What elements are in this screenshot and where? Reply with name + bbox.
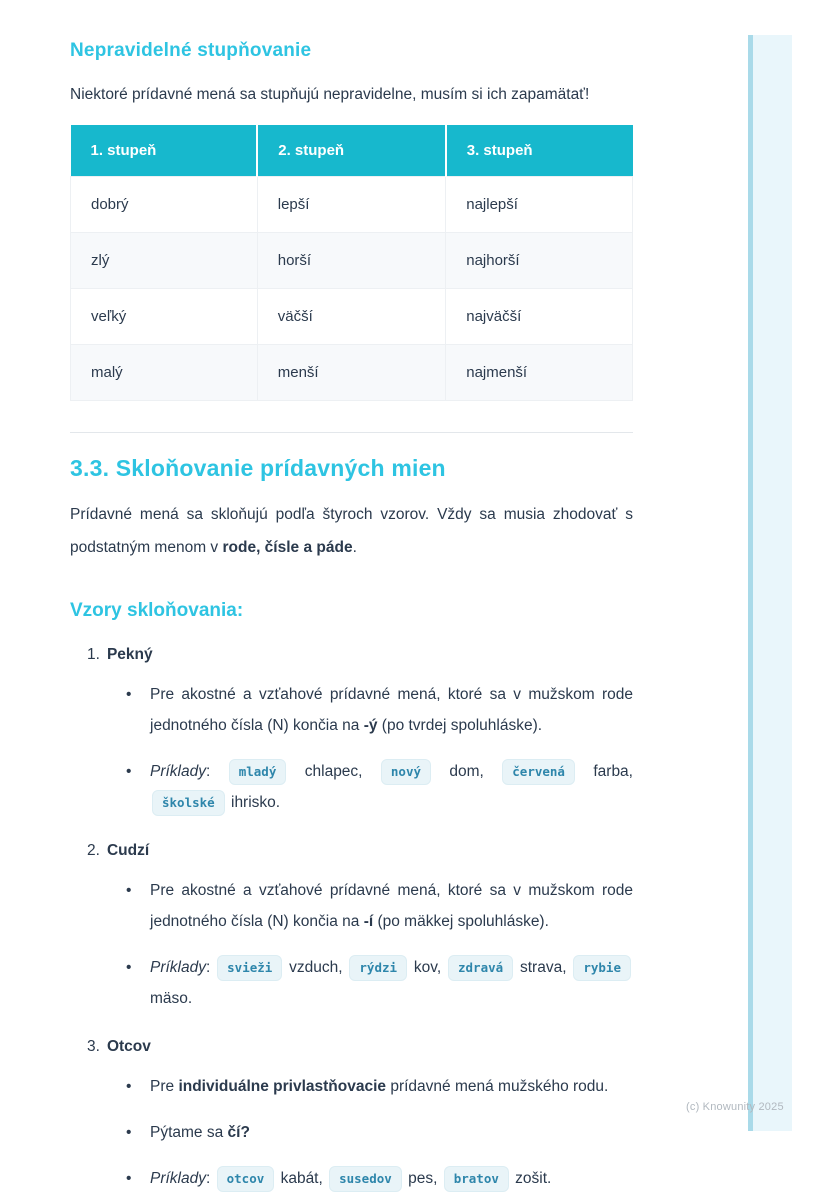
code-chip: mladý (229, 759, 287, 785)
text-segment: (po mäkkej spoluhláske). (373, 913, 549, 930)
text-segment: . (352, 539, 357, 556)
bullet-marker: • (126, 1124, 132, 1141)
code-chip: rýdzi (349, 955, 407, 981)
text-segment: kov, (409, 959, 446, 976)
bullet-marker: • (126, 686, 132, 703)
bullet-marker: • (126, 959, 132, 976)
bullet-marker: • (126, 1078, 132, 1095)
code-chip: susedov (329, 1166, 402, 1192)
pattern-heading (70, 1038, 633, 1056)
table-body (71, 177, 633, 401)
text-segment: Pre akostné a vzťahové prídavné mená, ktoré sa v mužskom rode jednotného čísla (N) končia na (150, 686, 633, 734)
table-cell: malý (71, 345, 258, 401)
code-chip: rybie (573, 955, 631, 981)
code-chip: červená (502, 759, 575, 785)
table-cell: horší (257, 233, 445, 289)
chapter-title-declension: 3.3. Skloňovanie prídavných mien (70, 455, 446, 481)
section-divider (70, 432, 633, 433)
italic-text: Príklady (150, 1170, 206, 1187)
text-segment: : (206, 763, 227, 780)
bullet-item (70, 875, 633, 937)
text-segment: vzduch, (284, 959, 348, 976)
table-cell: zlý (71, 233, 258, 289)
text-segment: (po tvrdej spoluhláske). (377, 717, 543, 734)
code-chip: zdravá (448, 955, 513, 981)
text-segment: chlapec, (288, 763, 379, 780)
text-segment: mäso. (150, 990, 193, 1007)
table-cell: najväčší (446, 289, 633, 345)
table-header-cell: 2. stupeň (257, 125, 445, 177)
table-cell: väčší (257, 289, 445, 345)
table-row (71, 345, 633, 401)
bullet-text (150, 1163, 633, 1194)
bullet-marker: • (126, 763, 132, 780)
text-segment: Pre (150, 1078, 179, 1095)
table-cell: najhorší (446, 233, 633, 289)
bullet-item (70, 679, 633, 741)
bullet-marker: • (126, 1170, 132, 1187)
bullet-text (150, 756, 633, 818)
pattern-heading (70, 646, 633, 664)
text-segment: Pýtame sa (150, 1124, 228, 1141)
pattern-heading (70, 842, 633, 860)
pattern-item (70, 1038, 633, 1194)
bold-text: -í (363, 913, 374, 930)
text-segment: prídavné mená mužského rodu. (386, 1078, 609, 1095)
patterns-list (70, 646, 633, 1194)
text-segment: ihrisko. (226, 794, 281, 811)
bullet-item (70, 1071, 633, 1102)
pattern-name: Otcov (106, 1038, 151, 1055)
section-title-irregular-comparison: Nepravidelné stupňovanie (70, 40, 312, 61)
declension-intro (70, 498, 633, 564)
subtitle-declension-patterns: Vzory skloňovania: (70, 600, 244, 621)
irregular-intro-paragraph: Niektoré prídavné mená sa stupňujú nepravidelne, musím si ich zapamätať! (70, 86, 590, 103)
text-segment: Pre akostné a vzťahové prídavné mená, ktoré sa v mužskom rode jednotného čísla (N) končia na (150, 882, 633, 930)
comparison-table (70, 125, 633, 401)
page-content (70, 0, 633, 1194)
table-header-cell: 1. stupeň (71, 125, 258, 177)
code-chip: svieži (217, 955, 282, 981)
bullet-text (150, 679, 633, 741)
text-segment: : (206, 959, 216, 976)
bullet-text (150, 952, 633, 1014)
pattern-name: Cudzí (106, 842, 150, 859)
table-cell: veľký (71, 289, 258, 345)
text-segment: dom, (433, 763, 501, 780)
text-segment: pes, (403, 1170, 442, 1187)
table-header-row (71, 125, 633, 177)
table-head (71, 125, 633, 177)
bullet-item (70, 756, 633, 818)
italic-text: Príklady (150, 763, 206, 780)
bullet-text (150, 875, 633, 937)
code-chip: bratov (444, 1166, 509, 1192)
bullet-text (150, 1117, 633, 1148)
text-segment: zošit. (510, 1170, 552, 1187)
copyright-notice: (c) Knowunity 2025 (686, 1101, 784, 1113)
bullet-marker: • (126, 882, 132, 899)
table-cell: najlepší (446, 177, 633, 233)
table-cell: najmenší (446, 345, 633, 401)
bold-text: čí? (227, 1124, 250, 1141)
bullet-item (70, 1163, 633, 1194)
code-chip: otcov (217, 1166, 275, 1192)
text-segment: Prídavné mená sa skloňujú podľa štyroch vzorov. Vždy sa musia zhodovať s podstatným menom v (70, 506, 633, 556)
table-row (71, 177, 633, 233)
bold-text: individuálne privlastňovacie (178, 1078, 387, 1095)
bullet-text (150, 1071, 633, 1102)
code-chip: nový (381, 759, 431, 785)
side-accent-strip (748, 35, 792, 1131)
pattern-number: 1. (87, 646, 100, 663)
table-cell: menší (257, 345, 445, 401)
text-segment: : (206, 1170, 215, 1187)
table-header-cell: 3. stupeň (446, 125, 633, 177)
table-row (71, 233, 633, 289)
code-chip: školské (152, 790, 225, 816)
pattern-item (70, 646, 633, 818)
pattern-item (70, 842, 633, 1014)
table-cell: lepší (257, 177, 445, 233)
text-segment: farba, (576, 763, 633, 780)
bold-text: rode, čísle a páde (222, 539, 353, 556)
bullet-item (70, 952, 633, 1014)
table-row (71, 289, 633, 345)
italic-text: Príklady (150, 959, 206, 976)
text-segment: kabát, (276, 1170, 328, 1187)
pattern-name: Pekný (106, 646, 153, 663)
table-cell: dobrý (71, 177, 258, 233)
bullet-item (70, 1117, 633, 1148)
pattern-number: 3. (87, 1038, 100, 1055)
pattern-number: 2. (87, 842, 100, 859)
text-segment: strava, (515, 959, 572, 976)
bold-text: -ý (363, 717, 378, 734)
